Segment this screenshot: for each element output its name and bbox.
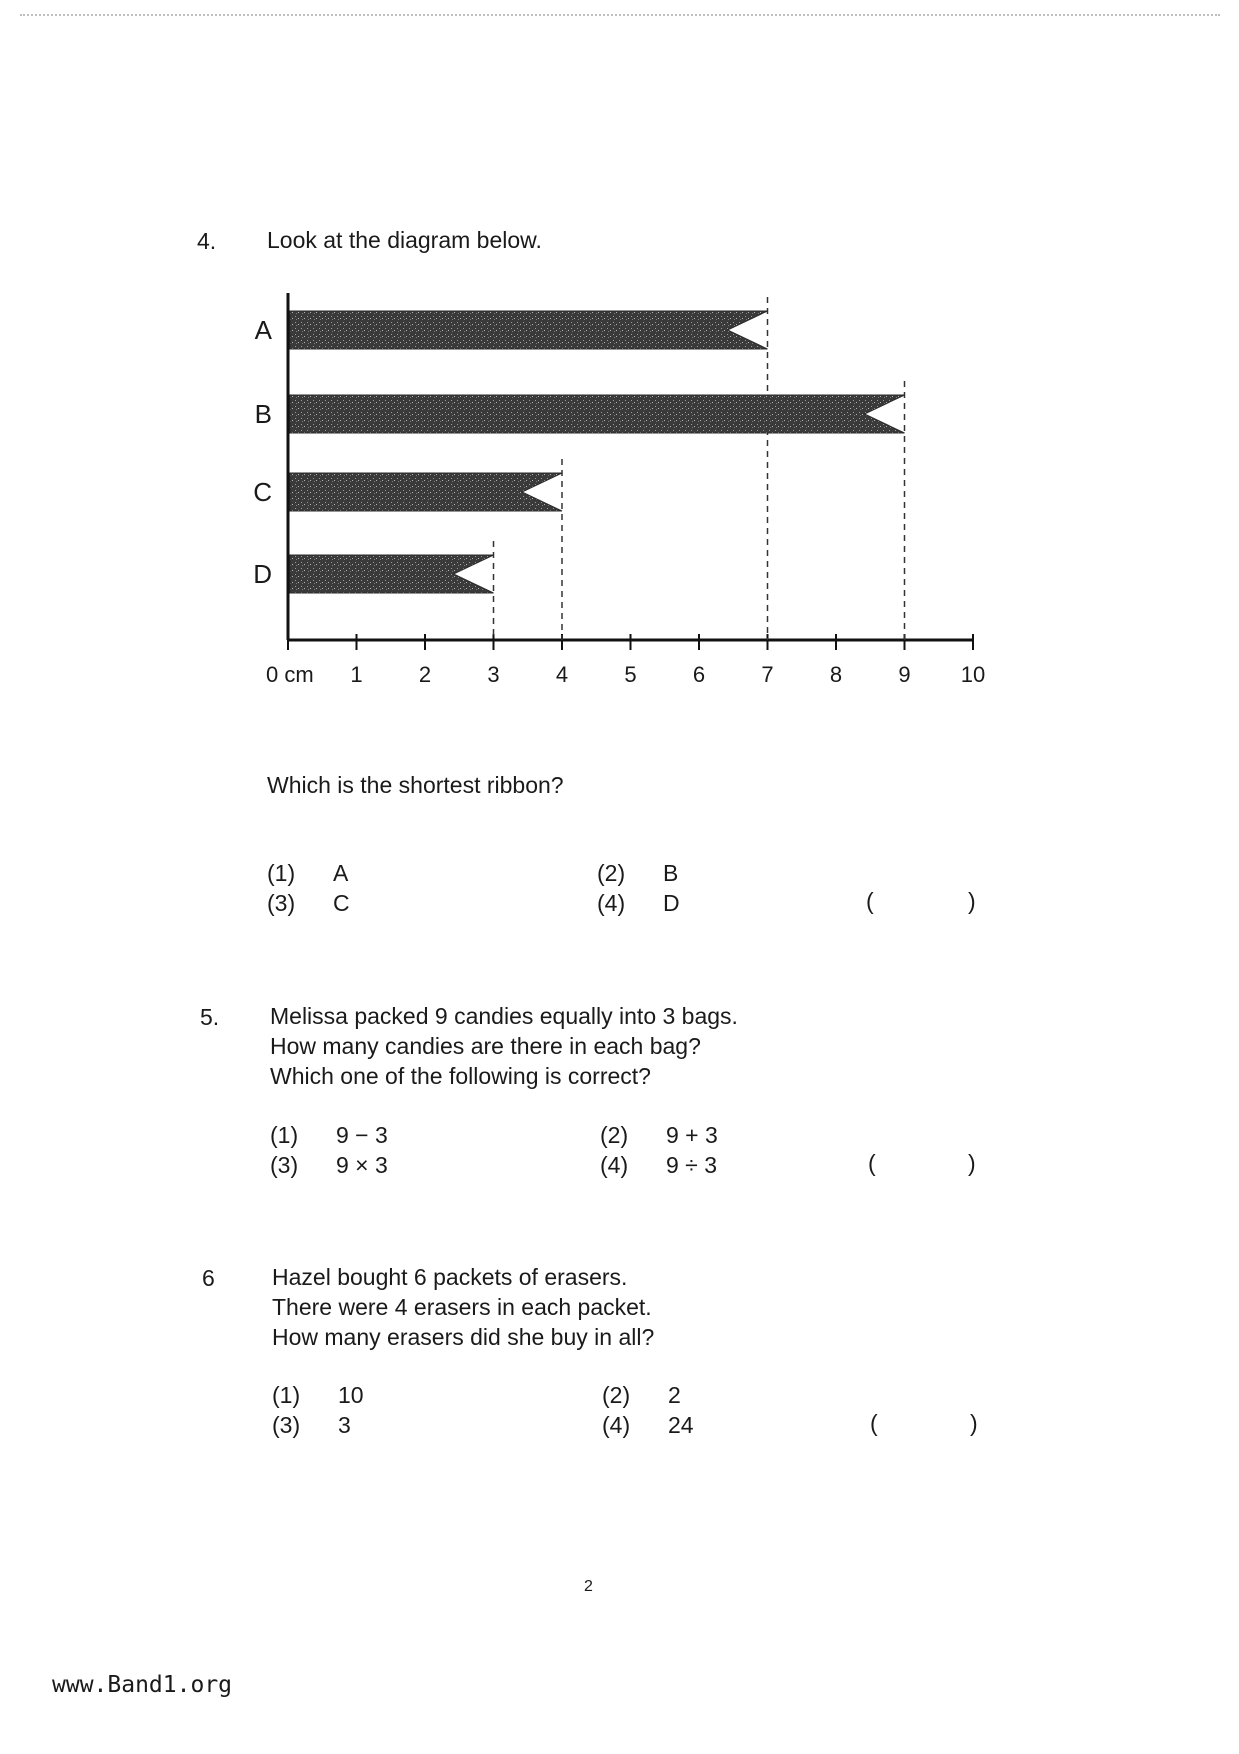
option-6-4[interactable]: (4) 24 <box>602 1412 694 1438</box>
answer-bracket-close-5: ) <box>968 1150 976 1176</box>
ribbon-label: A <box>254 315 272 345</box>
question-5-line-3: Which one of the following is correct? <box>270 1063 651 1089</box>
answer-bracket-open-6: ( <box>870 1410 878 1436</box>
question-6-line-3: How many erasers did she buy in all? <box>272 1324 655 1350</box>
question-4-text: Look at the diagram below. <box>267 227 542 253</box>
question-6-line-2: There were 4 erasers in each packet. <box>272 1294 652 1320</box>
x-tick-label: 9 <box>898 662 911 687</box>
answer-bracket-close-4: ) <box>968 888 976 914</box>
x-tick-label: 6 <box>692 662 706 687</box>
ribbon-bar <box>290 311 768 349</box>
footer-url: www.Band1.org <box>52 1672 233 1698</box>
question-5-line-2: How many candies are there in each bag? <box>270 1033 701 1059</box>
option-4-4[interactable]: (4) D <box>597 890 680 916</box>
ribbon-label: D <box>253 559 272 589</box>
x-tick-label: 7 <box>761 662 774 687</box>
question-6-line-1: Hazel bought 6 packets of erasers. <box>272 1264 628 1290</box>
x-tick-label: 4 <box>555 662 569 687</box>
x-tick-label: 10 <box>960 662 986 687</box>
option-4-1[interactable]: (1) A <box>267 860 349 886</box>
ribbon-bar <box>290 473 562 511</box>
option-4-3[interactable]: (3) C <box>267 890 350 916</box>
x-tick-label: 2 <box>418 662 432 687</box>
question-4-number: 4. <box>197 228 217 254</box>
option-6-1[interactable]: (1) 10 <box>272 1382 364 1408</box>
x-tick-label: 5 <box>624 662 637 687</box>
page-number: 2 <box>584 1578 593 1595</box>
question-6-number: 6 <box>202 1265 215 1291</box>
x-tick-label: 8 <box>829 662 843 687</box>
answer-bracket-open-4: ( <box>866 888 874 914</box>
scan-top-edge <box>20 14 1220 18</box>
ribbon-label: B <box>254 399 272 429</box>
question-5-number: 5. <box>200 1004 220 1030</box>
option-5-2[interactable]: (2) 9 + 3 <box>600 1122 718 1148</box>
question-4-prompt: Which is the shortest ribbon? <box>267 772 564 798</box>
x-tick-label: 3 <box>487 662 500 687</box>
ribbon-length-diagram <box>240 285 1000 705</box>
answer-bracket-open-5: ( <box>868 1150 876 1176</box>
option-6-2[interactable]: (2) 2 <box>602 1382 681 1408</box>
question-5-line-1: Melissa packed 9 candies equally into 3 bags. <box>270 1003 738 1029</box>
ribbon-bar <box>290 555 494 593</box>
answer-bracket-close-6: ) <box>970 1410 978 1436</box>
option-5-4[interactable]: (4) 9 ÷ 3 <box>600 1152 717 1178</box>
option-6-3[interactable]: (3) 3 <box>272 1412 351 1438</box>
option-5-1[interactable]: (1) 9 − 3 <box>270 1122 388 1148</box>
ribbon-label: C <box>253 477 272 507</box>
ribbon-bar <box>290 395 905 433</box>
x-tick-label: 0 cm <box>266 662 314 687</box>
x-tick-label: 1 <box>350 662 363 687</box>
option-4-2[interactable]: (2) B <box>597 860 679 886</box>
option-5-3[interactable]: (3) 9 × 3 <box>270 1152 388 1178</box>
